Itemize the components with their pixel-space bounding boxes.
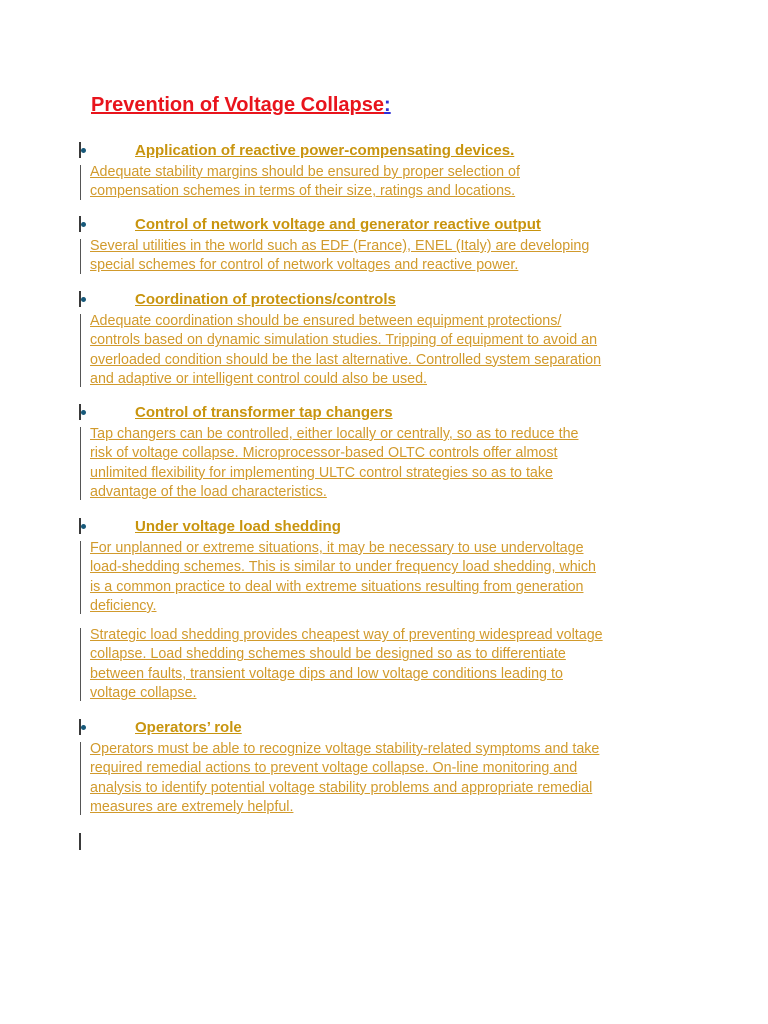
paragraph-line: voltage collapse. (90, 685, 197, 702)
section-heading: Control of transformer tap changers (135, 404, 393, 421)
paragraph-line: between faults, transient voltage dips and low voltage conditions leading to (90, 665, 563, 682)
paragraph-line: Several utilities in the world such as EDF (France), ENEL (Italy) are developing (90, 238, 590, 254)
paragraph-marker (80, 314, 81, 387)
section-operators-role (78, 718, 698, 817)
section-load-shedding (78, 517, 698, 703)
section-paragraph (78, 425, 698, 502)
paragraph-line: measures are extremely helpful. (90, 798, 294, 815)
paragraph-marker (80, 239, 81, 274)
paragraph-marker (80, 165, 81, 200)
bullet-icon (81, 524, 86, 529)
bullet-icon (81, 297, 86, 302)
section-paragraph (78, 539, 698, 616)
title-colon: : (384, 94, 391, 116)
paragraph-line: overloaded condition should be the last alternative. Controlled system separation (90, 351, 602, 368)
title-text: Prevention of Voltage Collapse (91, 94, 385, 116)
section-network-voltage-control (78, 215, 698, 276)
section-heading: Control of network voltage and generator reactive output (135, 216, 541, 233)
paragraph-line: For unplanned or extreme situations, it may be necessary to use undervoltage (90, 540, 584, 556)
section-heading: Under voltage load shedding (135, 518, 341, 535)
section-tap-changers (78, 403, 698, 502)
section-paragraph (78, 740, 698, 817)
bullet-icon (81, 222, 86, 227)
page-title (91, 94, 391, 117)
paragraph-line: deficiency. (90, 597, 157, 614)
section-heading: Coordination of protections/controls (135, 291, 396, 308)
bullet-icon (81, 410, 86, 415)
bullet-row (78, 215, 698, 235)
bullet-row (78, 403, 698, 423)
bullet-row (78, 141, 698, 161)
paragraph-marker (80, 541, 81, 614)
section-heading: Operators’ role (135, 719, 242, 736)
paragraph-line: and adaptive or intelligent control could also be used. (90, 370, 427, 387)
paragraph-line: unlimited flexibility for implementing ULTC control strategies so as to take (90, 464, 553, 481)
paragraph-line: Strategic load shedding provides cheapest way of preventing widespread voltage (90, 627, 603, 644)
section-reactive-compensation (78, 141, 698, 202)
section-coordination (78, 290, 698, 389)
paragraph-line: is a common practice to deal with extreme situations resulting from generation (90, 578, 584, 595)
paragraph-line: special schemes for control of network voltages and reactive power. (90, 257, 519, 274)
bullet-icon (81, 148, 86, 153)
paragraph-line: Adequate coordination should be ensured between equipment protections/ (90, 313, 562, 329)
text-cursor (79, 833, 81, 850)
bullet-icon (81, 725, 86, 730)
paragraph-marker (80, 427, 81, 500)
paragraph-line: collapse. Load shedding schemes should be designed so as to differentiate (90, 646, 566, 663)
paragraph-line: load-shedding schemes. This is similar to under frequency load shedding, which (90, 559, 596, 576)
section-paragraph (78, 237, 698, 276)
section-paragraph (78, 626, 698, 703)
paragraph-line: advantage of the load characteristics. (90, 483, 327, 500)
section-paragraph (78, 312, 698, 389)
paragraph-line: required remedial actions to prevent voltage collapse. On-line monitoring and (90, 760, 578, 777)
paragraph-line: Adequate stability margins should be ensured by proper selection of (90, 164, 520, 180)
paragraph-line: Tap changers can be controlled, either locally or centrally, so as to reduce the (90, 426, 579, 442)
bullet-row (78, 517, 698, 537)
bullet-row (78, 290, 698, 310)
paragraph-line: controls based on dynamic simulation studies. Tripping of equipment to avoid an (90, 332, 598, 349)
paragraph-marker (80, 628, 81, 701)
paragraph-line: analysis to identify potential voltage stability problems and appropriate remedial (90, 779, 593, 796)
paragraph-line: Operators must be able to recognize voltage stability-related symptoms and take (90, 741, 600, 757)
bullet-row (78, 718, 698, 738)
paragraph-line: risk of voltage collapse. Microprocessor-based OLTC controls offer almost (90, 445, 558, 462)
paragraph-line: compensation schemes in terms of their size, ratings and locations. (90, 183, 516, 200)
section-paragraph (78, 163, 698, 202)
paragraph-marker (80, 742, 81, 815)
section-heading: Application of reactive power-compensating devices. (135, 142, 515, 159)
